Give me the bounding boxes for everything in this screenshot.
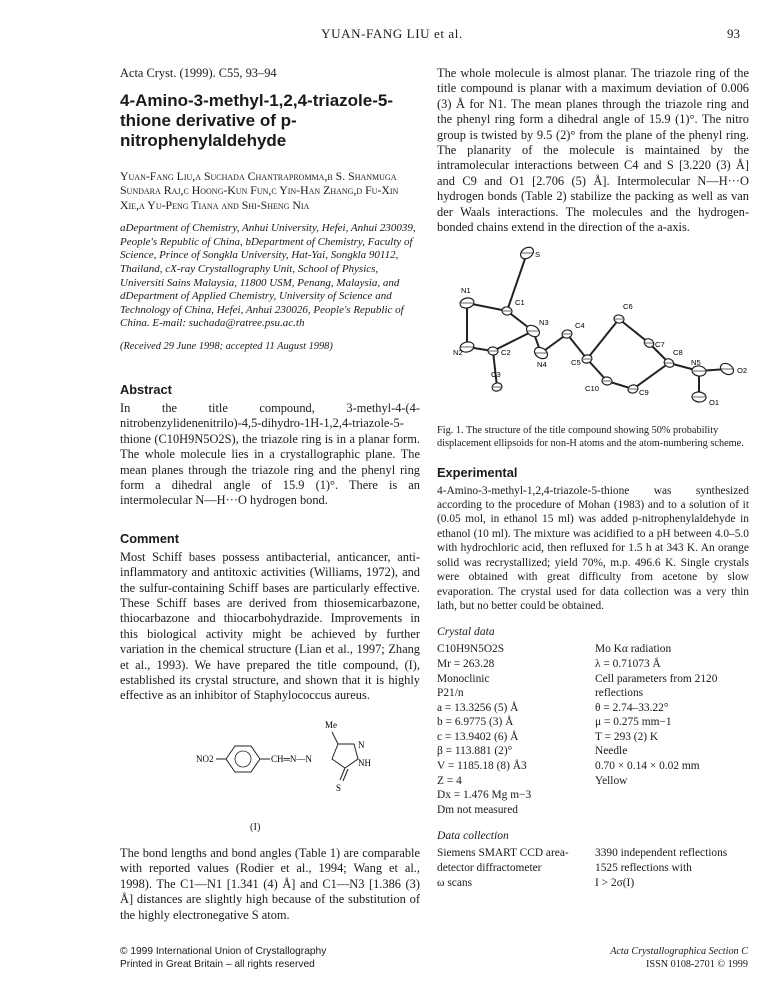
atom-label-c2: C2 [501,348,511,358]
figure-caption: Fig. 1. The structure of the title compound showing 50% probability displacement ellipsoids for non-H atoms and the atom-numbering scheme. [437,425,744,450]
atom-label-o1: O1 [709,398,720,408]
data-cell: Siemens SMART CCD area- [437,847,569,860]
data-cell: Z = 4 [437,774,462,787]
data-cell: Monoclinic [437,672,490,685]
running-title: YUAN-FANG LIU et al. [321,26,463,41]
data-cell: 3390 independent reflections [595,847,728,860]
data-cell: θ = 2.74–33.22° [595,701,669,714]
atom-label-n1: N1 [461,286,471,296]
data-cell: C10H9N5O2S [437,643,505,656]
data-cell: c = 13.9402 (6) Å [437,730,519,743]
data-cell: I > 2σ(I) [595,876,635,889]
atom-label-c6: C6 [623,302,633,312]
affiliations: aDepartment of Chemistry, Anhui University, Hefei, Anhui 230039, People's Republic of China, bDepartment of Chemistry, Faculty of Science, Prince of Songkla University, Hat-Yai, Songkla 90112, Thailand, cX-ray Crystallography Unit, School of Physics, Universiti Sains Malaysia, 11800 USM, Penang, Malaysia, and dDepartment of Applied Chemistry, University of Science and Technology of China, Hefei, Anhui 230026, People's Republic of China. E-mail: suchada@ratree.psu.ac.th [120,222,416,330]
scheme-s-label: S [336,782,342,793]
atom-label-c4: C4 [575,321,585,331]
data-cell: V = 1185.18 (8) Å3 [437,760,527,773]
footer-right [610,945,748,971]
structure-discussion: The whole molecule is almost planar. The triazole ring of the title compound is planar with a maximum deviation of 0.006 (3) Å for N1. The mean planes through the triazole ring and the phenyl ring form a dihedral angle of 15.9 (1)°. The nitro group is twisted by 9.5 (2)° from the plane of the phenyl ring. The planarity of the molecule is maintained by the intramolecular interactions between C4 and S [3.220 (3) Å] and C9 and O1 [2.706 (5) Å]. Intermolecular N—H···O hydrogen bonds (Table 2) stabilize the packing as well as van der Waals interactions. The molecules and the hydrogen-bonded chains extend in the direction of the a-axis. [437,66,749,235]
comment-text: Most Schiff bases possess antibacterial, anticancer, anti-inflammatory and antitoxic activities (Williams, 1972), and the sulfur-containing Schiff bases are particularly effective. These Schiff bases are derived from thiosemicarbazone, thiocarbazone and thiocarbohydrazide. Improvements in this biological activity might be achieved by further variation in the chemical structure (Lian et al., 1997; Zhang et al., 1993). We have prepared the title compound, (I), established its crystal structure, and shown that it is highly effective as an inhibitor of Staphylococcus aureus. [120,549,420,703]
footer-left [120,945,326,971]
benzene-ring [226,746,260,772]
triazole-ring [332,744,358,768]
bond-discussion: The bond lengths and bond angles (Table 1) are comparable with reported values (Rodier et al., 1994; Wang et al., 1998). The C1—N1 [1.341 (4) Å] and C1—N3 [1.386 (3) Å] distances are slightly high because of the substitution of the highly electronegative S atom. [120,845,420,922]
article-title: 4-Amino-3-methyl-1,2,4-triazole-5-thione derivative of p-nitrophenylaldehyde [120,91,393,150]
copyright-line: © 1999 International Union of Crystallography [120,946,327,957]
data-cell: Cell parameters from 2120 [595,672,718,685]
data-cell: b = 6.9775 (3) Å [437,716,514,729]
issn-line: ISSN 0108-2701 © 1999 [646,959,748,970]
data-cell: 0.70 × 0.14 × 0.02 mm [595,760,700,773]
experimental-text: 4-Amino-3-methyl-1,2,4-triazole-5-thione was synthesized according to the procedure of Mohan (1983) and to a solution of it (0.05 mol, in ethanol 15 ml) was added p-nitrophenylaldehyde in ethanol (10 ml). The mixture was acidified to a pH between 4.0–5.0 with hydrochloric acid, then refluxed for 1.5 h at 343 K. An orange solid was recrystallized; yield 70%, m.p. 496.6 K. Single crystals were obtained with great difficulty from acetone by slow evaporation. The crystal used for data collection was a very thin lath, but no better could be obtained. [437,484,749,612]
data-cell: T = 293 (2) K [595,730,659,743]
journal-section: Acta Crystallographica Section C [610,946,748,957]
data-cell: Mr = 263.28 [437,657,495,670]
atom-label-c9: C9 [639,388,649,398]
left-column [120,66,420,923]
atom-label-c7: C7 [655,340,665,350]
abstract-heading: Abstract [120,381,172,397]
data-cell: a = 13.3256 (5) Å [437,701,519,714]
crystal-data-heading: Crystal data [437,625,495,639]
data-cell: Yellow [595,774,628,787]
data-cell: Mo Kα radiation [595,643,672,656]
bond-C8-C9 [633,363,669,389]
scheme-linker-label: CH═N—N [271,753,312,764]
data-cell: detector diffractometer [437,862,542,875]
atom-label-c1: C1 [515,298,525,308]
bond-C5-C6 [587,319,619,359]
atom-label-c8: C8 [673,348,683,358]
data-cell: Dm not measured [437,803,518,816]
atom-label-c5: C5 [571,358,581,368]
data-cell: 1525 reflections with [595,862,692,875]
data-cell [595,803,749,818]
data-cell: reflections [595,687,644,700]
data-cell: P21/n [437,687,464,700]
scheme-methyl-label: Me [325,719,337,730]
crystal-data-table [437,642,749,817]
ortep-drawing [437,241,749,421]
ortep-figure [437,241,749,421]
data-cell: λ = 0.71073 Å [595,657,661,670]
data-collection-heading: Data collection [437,829,509,843]
data-cell: Dx = 1.476 Mg m−3 [437,789,532,802]
data-cell: β = 113.881 (2)° [437,745,513,758]
bond-C4-C5 [567,334,587,359]
experimental-heading: Experimental [437,464,518,480]
scheme-n-label: N [358,739,365,750]
atom-label-s: S [535,250,541,260]
author-list: Yuan-Fang Liu,a Suchada Chantrapromma,b S. Shanmuga Sundara Raj,c Hoong-Kun Fun,c Yin-Han Zhang,d Fu-Xin Xie,a Yu-Peng Tiana and Shi-Sheng Nia [120,169,399,212]
scheme-nh-label: NH [358,757,371,768]
bond-C2-N3 [493,331,533,351]
bond-C2-C3 [493,351,497,387]
bond-C6-C7 [619,319,649,343]
atom-label-n2: N2 [453,348,463,358]
printed-line: Printed in Great Britain – all rights reserved [120,959,315,970]
atom-label-c3: C3 [491,370,501,380]
scheme-nitro-label: NO2 [196,753,214,764]
scheme-drawing [120,712,420,822]
atom-label-n4: N4 [537,360,547,370]
compound-number: (I) [250,821,261,833]
abstract-text: In the title compound, 3-methyl-4-(4-nitrobenzylidenenitrilo)-4,5-dihydro-1H-1,2,4-triazole-5-thione (C10H9N5O2S), the triazole ring is in a planar form. The whole molecule lies in a crystallographic plane. The mean planes through the triazole ring and the phenyl ring form a dihedral angle of 15.9 (1)°. There is an intermolecular N—H···O hydrogen bond. [120,400,420,508]
data-collection-table [437,846,749,890]
journal-reference: Acta Cryst. (1999). C55, 93–94 [120,66,277,80]
data-cell [595,788,749,803]
atom-label-n5: N5 [691,358,701,368]
data-cell: μ = 0.275 mm−1 [595,716,672,729]
comment-heading: Comment [120,530,180,546]
chemical-scheme [120,712,420,840]
atom-label-n3: N3 [539,318,549,328]
data-cell: Needle [595,745,628,758]
atom-label-o2: O2 [737,366,748,376]
received-dates: (Received 29 June 1998; accepted 11 August 1998) [120,340,333,352]
page-number: 93 [727,26,740,41]
atom-label-c10: C10 [585,384,599,394]
right-column [437,66,749,890]
data-cell: ω scans [437,876,473,889]
